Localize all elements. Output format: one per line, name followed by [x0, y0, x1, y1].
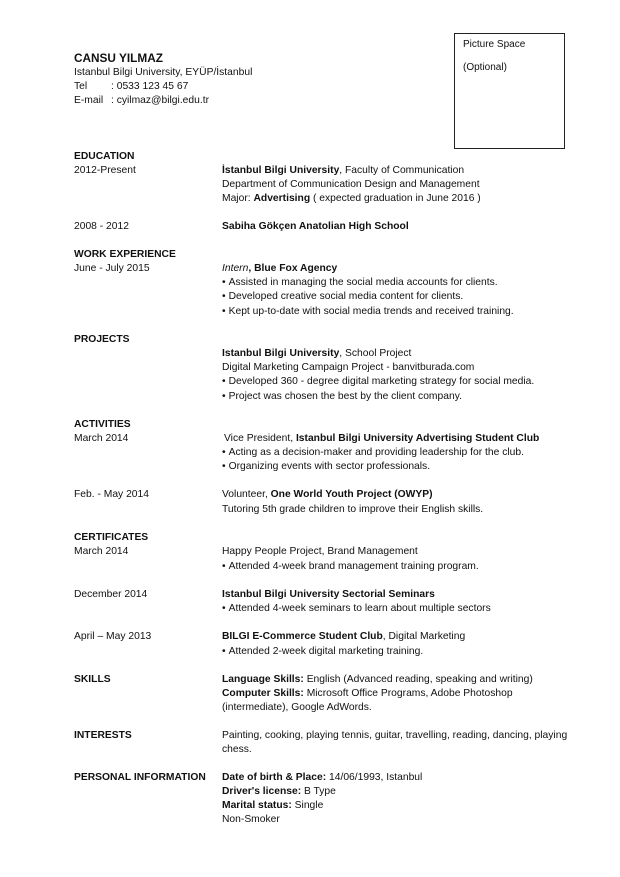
project-bullet: • Project was chosen the best by the client company.: [222, 390, 462, 404]
activity-description: Tutoring 5th grade children to improve their English skills.: [222, 504, 484, 515]
picture-space-label: Picture Space: [463, 39, 526, 50]
certificate-date: December 2014: [74, 589, 148, 600]
interests-heading: INTERESTS: [74, 730, 132, 741]
work-bullet: • Kept up-to-date with social media trends and received training.: [222, 305, 514, 319]
certificate-bullet: • Attended 4-week seminars to learn about multiple sectors: [222, 602, 491, 616]
certificate-date: April – May 2013: [74, 631, 152, 642]
project-title: Digital Marketing Campaign Project - banvitburada.com: [222, 362, 475, 373]
email-label: E-mail: [74, 95, 104, 106]
activity-date: Feb. - May 2014: [74, 489, 149, 500]
project-org: Istanbul Bilgi University: [222, 348, 340, 359]
education-school-line: [222, 164, 464, 178]
marital-line: [222, 799, 323, 813]
highschool-name: Sabiha Gökçen Anatolian High School: [222, 221, 409, 232]
certificates-heading: CERTIFICATES: [74, 532, 149, 543]
activity-title-line: [224, 432, 539, 446]
license-line: [222, 785, 336, 799]
project-type: , School Project: [339, 348, 412, 359]
smoker-status: Non-Smoker: [222, 814, 280, 825]
certificate-title: BILGI E-Commerce Student Club: [222, 631, 383, 642]
activity-bullet: • Acting as a decision-maker and providing leadership for the club.: [222, 446, 524, 460]
project-bullet: • Developed 360 - degree digital marketing strategy for social media.: [222, 375, 534, 389]
education-date: 2012-Present: [74, 165, 136, 176]
education-department: Department of Communication Design and Management: [222, 179, 480, 190]
interests-text: Painting, cooking, playing tennis, guitar, travelling, reading, dancing, playing: [222, 730, 568, 741]
personal-info-heading: PERSONAL INFORMATION: [74, 772, 206, 783]
certificate-date: March 2014: [74, 546, 129, 557]
education-school: İstanbul Bilgi University: [222, 165, 340, 176]
projects-heading: PROJECTS: [74, 334, 130, 345]
tel-value: : 0533 123 45 67: [111, 81, 189, 92]
language-skills-label: Language Skills:: [222, 674, 304, 685]
work-date: June - July 2015: [74, 263, 150, 274]
tel-label: Tel: [74, 81, 88, 92]
computer-skills-label: Computer Skills:: [222, 688, 304, 699]
certificate-bullet: • Attended 2-week digital marketing training.: [222, 645, 423, 659]
computer-skills-value: Microsoft Office Programs, Adobe Photoshop: [303, 688, 513, 699]
candidate-name: CANSU YILMAZ: [74, 51, 163, 65]
work-company: , Blue Fox Agency: [248, 263, 338, 274]
address: Istanbul Bilgi University, EYÜP/İstanbul: [74, 67, 253, 78]
certificate-bullet: • Attended 4-week brand management training program.: [222, 560, 479, 574]
certificate-subtitle: , Digital Marketing: [382, 631, 466, 642]
work-bullet: • Developed creative social media content for clients.: [222, 290, 463, 304]
picture-space-box: [454, 33, 565, 149]
certificate-title: Happy People Project, Brand Management: [222, 546, 418, 557]
marital-value: Single: [291, 800, 324, 811]
license-value: B Type: [301, 786, 336, 797]
certificate-title-line: [222, 630, 465, 644]
activity-bullet: • Organizing events with sector professionals.: [222, 460, 430, 474]
license-label: Driver's license:: [222, 786, 302, 797]
work-role: Intern: [222, 263, 249, 274]
activity-date: March 2014: [74, 433, 129, 444]
work-bullet: • Assisted in managing the social media accounts for clients.: [222, 276, 498, 290]
education-heading: EDUCATION: [74, 151, 135, 162]
education-major-line: [222, 192, 481, 206]
dob-value: 14/06/1993, Istanbul: [326, 772, 423, 783]
language-skills-value: English (Advanced reading, speaking and writing): [303, 674, 533, 685]
major-value: Advertising: [253, 193, 311, 204]
activities-heading: ACTIVITIES: [74, 419, 131, 430]
education-faculty: , Faculty of Communication: [339, 165, 465, 176]
work-title-line: [222, 262, 337, 276]
activity-org: Istanbul Bilgi University Advertising Student Club: [295, 433, 540, 444]
activity-role: Vice President,: [224, 433, 296, 444]
picture-optional-label: (Optional): [463, 62, 507, 73]
project-org-line: [222, 347, 411, 361]
language-skills-line: [222, 673, 533, 687]
marital-label: Marital status:: [222, 800, 292, 811]
major-graduation: ( expected graduation in June 2016 ): [310, 193, 481, 204]
email-value: : cyilmaz@bilgi.edu.tr: [111, 95, 210, 106]
computer-skills-continued: (intermediate), Google AdWords.: [222, 702, 372, 713]
major-label: Major:: [222, 193, 254, 204]
computer-skills-line: [222, 687, 513, 701]
activity-title-line: [222, 488, 433, 502]
certificate-title: Istanbul Bilgi University Sectorial Seminars: [222, 589, 435, 600]
interests-text-continued: chess.: [222, 744, 252, 755]
activity-org: One World Youth Project (OWYP): [270, 489, 433, 500]
highschool-date: 2008 - 2012: [74, 221, 129, 232]
dob-line: [222, 771, 422, 785]
dob-label: Date of birth & Place:: [222, 772, 327, 783]
skills-heading: SKILLS: [74, 674, 111, 685]
work-heading: WORK EXPERIENCE: [74, 249, 176, 260]
activity-role: Volunteer,: [222, 489, 271, 500]
